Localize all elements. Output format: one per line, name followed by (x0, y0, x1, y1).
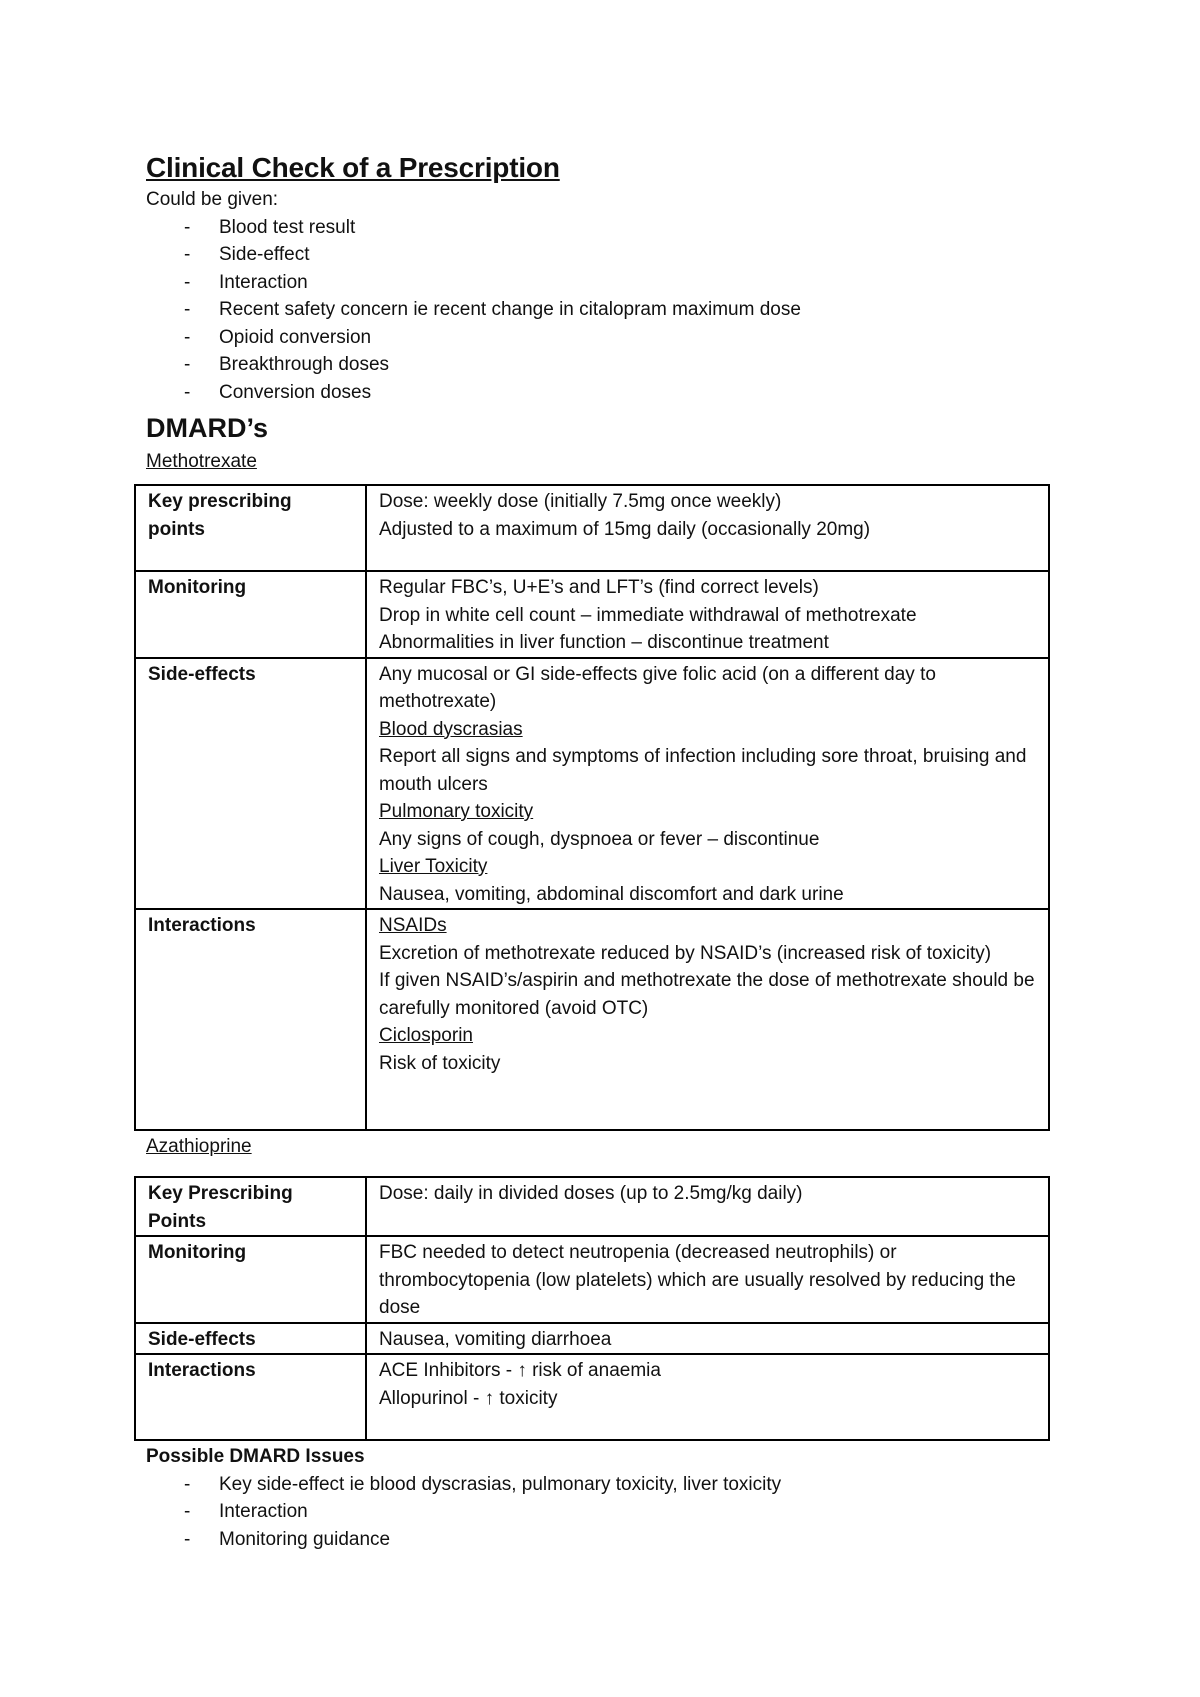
value-line: Nausea, vomiting, abdominal discomfort and dark urine (379, 883, 844, 905)
list-item: - Blood test result (146, 214, 1052, 242)
table-row (135, 1354, 1049, 1440)
value-subheading: NSAIDs (379, 915, 447, 936)
value-line: Report all signs and symptoms of infection including sore throat, bruising and mouth ulcers (379, 746, 1027, 795)
row-value (366, 909, 1049, 1130)
row-key: Interactions (135, 909, 366, 1130)
value-line: If given NSAID’s/aspirin and methotrexate the dose of methotrexate should be carefully monitored (avoid OTC) (379, 970, 1035, 1019)
section-heading: DMARD’s (146, 413, 269, 443)
value-subheading: Ciclosporin (379, 1025, 473, 1046)
row-value (366, 1323, 1049, 1355)
table-row (135, 571, 1049, 658)
row-key: Monitoring (135, 1236, 366, 1323)
row-value (366, 1236, 1049, 1323)
issues-heading: Possible DMARD Issues (146, 1446, 365, 1467)
table-row (135, 1323, 1049, 1355)
row-key: Monitoring (135, 571, 366, 658)
row-value (366, 1177, 1049, 1236)
value-line: Dose: daily in divided doses (up to 2.5mg/kg daily) (379, 1183, 803, 1204)
value-line: Nausea, vomiting diarrhoea (379, 1328, 612, 1350)
value-line: Dose: weekly dose (initially 7.5mg once weekly) (379, 491, 782, 512)
row-key: Side-effects (135, 658, 366, 910)
value-line: FBC needed to detect neutropenia (decreased neutrophils) or thrombocytopenia (low platelets) which are usually resolved by reducing the dose (379, 1242, 1016, 1318)
value-line: Any mucosal or GI side-effects give folic acid (on a different day to methotrexate) (379, 663, 936, 712)
list-item: - Breakthrough doses (146, 351, 1052, 379)
issues-list (146, 1471, 1052, 1554)
row-value (366, 1354, 1049, 1440)
table-row (135, 485, 1049, 571)
value-line: Allopurinol - ↑ toxicity (379, 1387, 558, 1409)
list-item: - Opioid conversion (146, 324, 1052, 352)
value-line: Abnormalities in liver function – discontinue treatment (379, 632, 829, 653)
list-item: - Side-effect (146, 241, 1052, 269)
table-row (135, 909, 1049, 1130)
value-subheading: Pulmonary toxicity (379, 801, 534, 822)
list-item: - Monitoring guidance (146, 1526, 1052, 1554)
methotrexate-table (134, 484, 1050, 1131)
value-line: Excretion of methotrexate reduced by NSAID’s (increased risk of toxicity) (379, 942, 992, 964)
value-subheading: Liver Toxicity (379, 856, 488, 877)
intro-text: Could be given: (146, 189, 279, 210)
document-page (146, 150, 1052, 1553)
table-row (135, 1177, 1049, 1236)
table-row (135, 1236, 1049, 1323)
value-line: Adjusted to a maximum of 15mg daily (occasionally 20mg) (379, 518, 871, 540)
page-title: Clinical Check of a Prescription (146, 152, 560, 183)
given-list (146, 214, 1052, 407)
row-value (366, 485, 1049, 571)
value-subheading: Blood dyscrasias (379, 718, 523, 740)
row-key: Key prescribing points (135, 485, 366, 571)
table-row (135, 658, 1049, 910)
value-line: Regular FBC’s, U+E’s and LFT’s (find correct levels) (379, 577, 819, 598)
list-item: - Interaction (146, 269, 1052, 297)
row-key: Interactions (135, 1354, 366, 1440)
row-value (366, 658, 1049, 910)
methotrexate-heading: Methotrexate (146, 451, 257, 472)
list-item: - Key side-effect ie blood dyscrasias, pulmonary toxicity, liver toxicity (146, 1471, 1052, 1499)
azathioprine-heading: Azathioprine (146, 1136, 252, 1157)
list-item: - Interaction (146, 1498, 1052, 1526)
row-key: Key Prescribing Points (135, 1177, 366, 1236)
value-line: Risk of toxicity (379, 1052, 501, 1074)
row-key: Side-effects (135, 1323, 366, 1355)
value-line: Any signs of cough, dyspnoea or fever – discontinue (379, 828, 820, 850)
value-line: Drop in white cell count – immediate withdrawal of methotrexate (379, 604, 917, 626)
value-line: ACE Inhibitors - ↑ risk of anaemia (379, 1360, 661, 1381)
list-item: - Conversion doses (146, 379, 1052, 407)
azathioprine-table (134, 1176, 1050, 1441)
list-item: - Recent safety concern ie recent change in citalopram maximum dose (146, 296, 1052, 324)
row-value (366, 571, 1049, 658)
